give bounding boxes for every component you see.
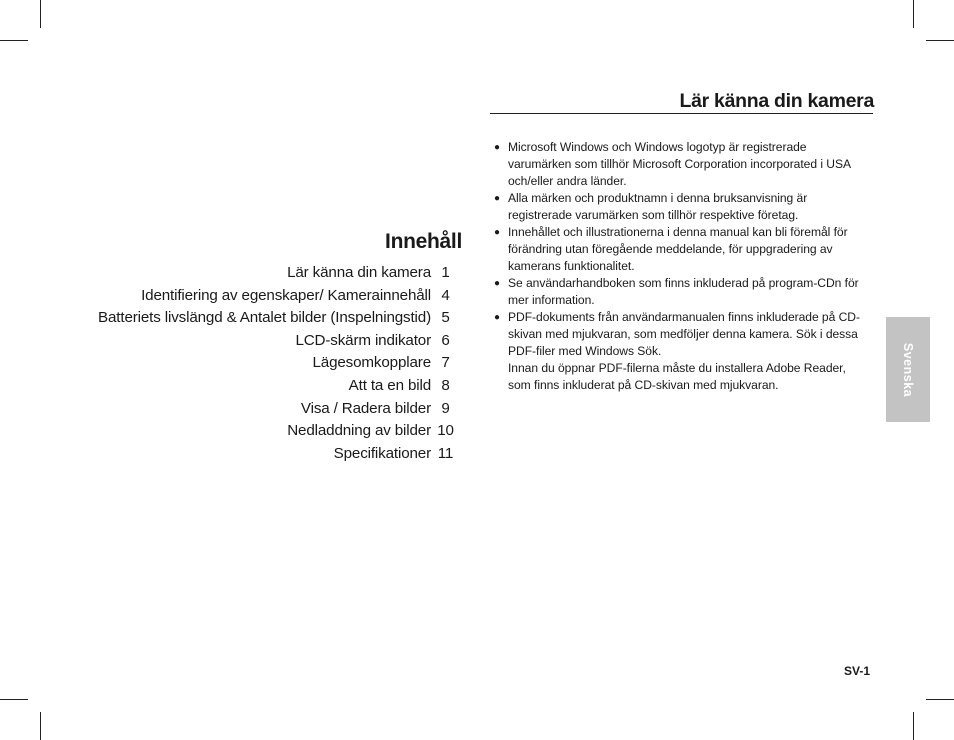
note-text: Se användarhandboken som finns inkluderad på program-CDn för mer information. [508,276,859,307]
note-text: Innehållet och illustrationerna i denna manual kan bli föremål för förändring utan föregående meddelande, för uppgradering av kamerans funktionalitet. [508,225,848,273]
crop-mark-top-right-vertical [913,0,914,28]
toc-entry-label: Att ta en bild [348,376,431,394]
toc-entry-page-number: 10 [437,422,454,440]
toc-entry-label: Nedladdning av bilder [287,422,431,440]
language-tab [886,317,930,422]
note-text: Alla märken och produktnamn i denna bruksanvisning är registrerade varumärken som tillhör respektive företag. [508,191,808,222]
note-item [490,275,860,309]
crop-mark-top-left-horizontal [0,40,28,41]
toc-entry-label: Lär känna din kamera [287,264,431,281]
section-title-rule [490,113,873,114]
note-item [490,309,860,394]
toc-entry-label: Specifikationer [333,444,431,462]
section-title: Lär känna din kamera [679,90,874,112]
toc-entry-page-number: 8 [441,376,450,394]
bullet-icon: ● [494,312,500,323]
toc-title: Innehåll [385,230,462,253]
table-of-contents [40,264,460,467]
toc-entry [40,445,460,468]
bullet-icon: ● [494,278,500,289]
toc-entry-page-number: 6 [441,331,450,349]
toc-entry-page-number: 9 [441,399,450,417]
notes-list [490,139,860,394]
toc-entry [40,377,460,400]
language-tab-label: Svenska [901,342,915,397]
toc-entry [40,332,460,355]
toc-entry-page-number: 7 [441,354,450,372]
crop-mark-bottom-left-horizontal [0,699,28,700]
toc-entry-page-number: 1 [441,264,450,281]
crop-mark-bottom-right-horizontal [926,699,954,700]
note-extra-text: Innan du öppnar PDF-filerna måste du installera Adobe Reader, som finns inkluderat på CD-skivan med mjukvaran. [508,361,846,392]
note-text: Microsoft Windows och Windows logotyp är registrerade varumärken som tillhör Microsoft Corporation incorporated i USA och/eller andra länder. [508,140,851,188]
toc-entry [40,354,460,377]
crop-mark-top-left-vertical [40,0,41,28]
toc-entry-label: LCD-skärm indikator [295,331,431,349]
toc-entry-page-number: 11 [437,444,454,462]
toc-entry-label: Identifiering av egenskaper/ Kamerainnehåll [141,286,431,304]
toc-entry-page-number: 5 [441,309,450,327]
crop-mark-bottom-left-vertical [40,712,41,740]
note-item [490,224,860,275]
crop-mark-top-right-horizontal [926,40,954,41]
note-item [490,139,860,190]
toc-entry [40,309,460,332]
toc-entry [40,400,460,423]
bullet-icon: ● [494,193,500,204]
note-item [490,190,860,224]
toc-entry [40,287,460,310]
crop-mark-bottom-right-vertical [913,712,914,740]
toc-entry [40,422,460,445]
toc-entry-page-number: 4 [441,286,450,304]
bullet-icon: ● [494,227,500,238]
toc-entry-label: Lägesomkopplare [312,354,431,372]
toc-entry-label: Batteriets livslängd & Antalet bilder (Inspelningstid) [98,309,431,327]
page-number: SV-1 [843,664,870,678]
note-text: PDF-dokuments från användarmanualen finns inkluderade på CD-skivan med mjukvaran, som medföljer denna kamera. Sök i dessa PDF-filer med Windows Sök. [508,310,860,358]
toc-entry-label: Visa / Radera bilder [300,399,431,417]
toc-entry [40,264,460,287]
bullet-icon: ● [494,142,500,153]
